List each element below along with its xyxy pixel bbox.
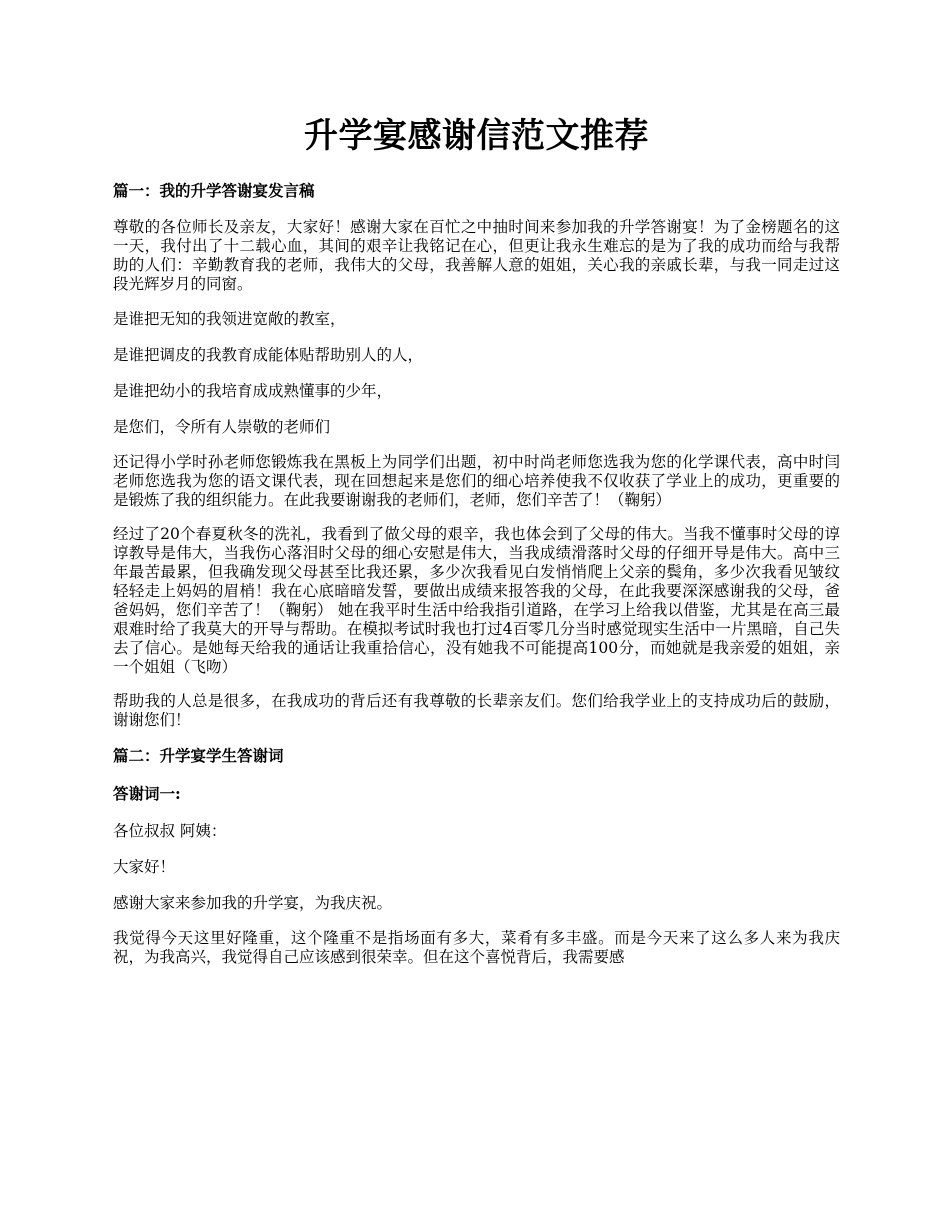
section-1-line-2: 是谁把调皮的我教育成能体贴帮助别人的人， <box>113 346 424 364</box>
page-title: 升学宴感谢信范文推荐 <box>304 116 649 156</box>
section-1-heading: 篇一：我的升学答谢宴发言稿 <box>113 181 315 200</box>
section-2-heading: 篇二：升学宴学生答谢词 <box>113 746 284 765</box>
section-1-paragraph-1: 尊敬的各位师长及亲友，大家好！感谢大家在百忙之中抽时间来参加我的升学答谢宴！为了金榜题名的这一天，我付出了十二载心血，其间的艰辛让我铭记在心，但更让我永生难忘的是为了我的成功而给与我帮助的人们：辛勤教育我的老师，我伟大的父母，我善解人意的姐姐，关心我的亲戚长辈，与我一同走过这段光辉岁月的同窗。 <box>113 218 840 293</box>
section-1-paragraph-2: 还记得小学时孙老师您锻炼我在黑板上为同学们出题，初中时尚老师您选我为您的化学课代表，高中时闫老师您选我为您的语文课代表，现在回想起来是您们的细心培养使我不仅收获了学业上的成功，更重要的是锻炼了我的组织能力。在此我要谢谢我的老师们，老师，您们辛苦了！（鞠躬） <box>113 453 840 509</box>
document-body <box>113 180 840 982</box>
section-1-line-1: 是谁把无知的我领进宽敞的教室， <box>113 310 346 328</box>
section-1-paragraph-4: 帮助我的人总是很多，在我成功的背后还有我尊敬的长辈亲友们。您们给我学业上的支持成功后的鼓励，谢谢您们！ <box>113 692 840 729</box>
section-2-paragraph-1: 我觉得今天这里好隆重，这个隆重不是指场面有多大，菜肴有多丰盛。而是今天来了这么多人来为我庆祝，为我高兴，我觉得自己应该感到很荣幸。但在这个喜悦背后，我需要感 <box>113 929 840 966</box>
section-2-line-3: 感谢大家来参加我的升学宴，为我庆祝。 <box>113 894 393 912</box>
section-2-subheading: 答谢词一: <box>113 784 181 803</box>
section-2-line-2: 大家好！ <box>113 858 176 876</box>
section-2-line-1: 各位叔叔 阿姨： <box>113 822 227 840</box>
section-1-paragraph-3: 经过了20个春夏秋冬的洗礼，我看到了做父母的艰辛，我也体会到了父母的伟大。当我不懂事时父母的谆谆教导是伟大，当我伤心落泪时父母的细心安慰是伟大，当我成绩滑落时父母的仔细开导是伟大。高中三年最苦最累，但我确发现父母甚至比我还累，多少次我看见白发悄悄爬上父亲的鬓角，多少次我看见皱纹轻轻走上妈妈的眉梢！我在心底暗暗发誓，要做出成绩来报答我的父母，在此我要深深感谢我的父母，爸爸妈妈，您们辛苦了！（鞠躬） 她在我平时生活中给我指引道路，在学习上给我以借鉴，尤其是在高三最艰难时给了我莫大的开导与帮助。在模拟考试时我也打过4百零几分当时感觉现实生活中一片黑暗，自己失去了信心。是她每天给我的通话让我重拾信心，没有她我不可能提高100分，而她就是我亲爱的姐姐，亲一个姐姐（飞吻） <box>113 525 840 676</box>
section-1-line-3: 是谁把幼小的我培育成成熟懂事的少年， <box>113 382 393 400</box>
section-1-line-4: 是您们，令所有人崇敬的老师们 <box>113 418 331 436</box>
